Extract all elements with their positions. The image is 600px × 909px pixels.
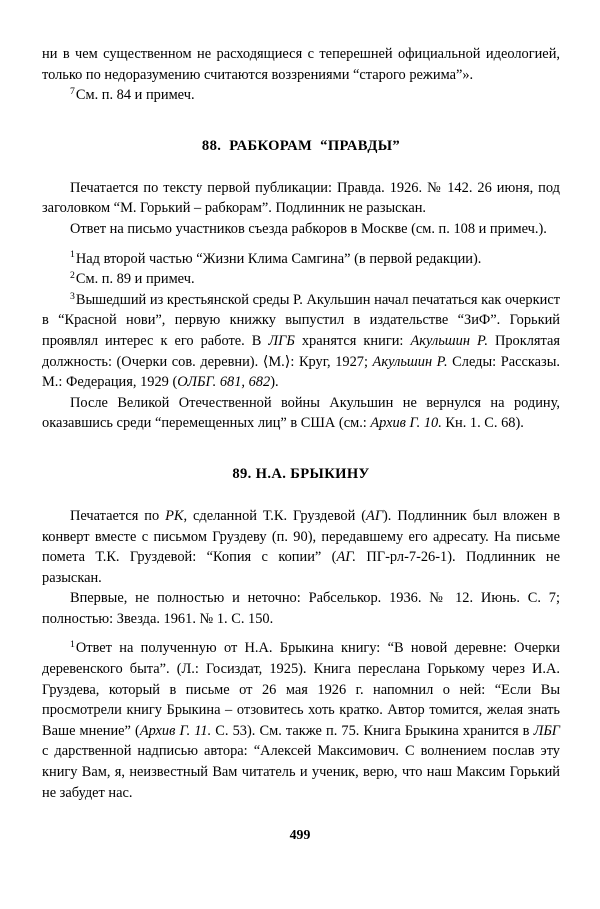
spacer [42,240,560,249]
footnote-body [42,640,560,800]
text-run: с дарственной надписью автора: “Алексей Максимович. С волнением послав эту книгу Вам, я, неизвестный Вам читатель и ученик, верю, что наш Максим Горький не забудет нас. [42,743,560,801]
section-89-paragraph-1 [42,506,560,588]
footnote-carryover-7 [42,85,560,106]
text-run: С. 53). См. также п. 75. Книга Брыкина хранится в [211,722,534,739]
continued-paragraph: ни в чем существенном не расходящиеся с теперешней официальной идеологией, только по недоразумению считаются воззрениями “старого режима”». [42,46,560,83]
section-89-note-1 [42,638,560,803]
italic-run: Акульшин Р. [410,332,488,349]
section-88-paragraph-2: Ответ на письмо участников съезда рабкоров в Москве (см. п. 108 и примеч.). [70,220,547,237]
text-run: См. п. 89 и примеч. [75,271,195,288]
italic-run: АГ [366,507,384,524]
text-run: ). [270,374,279,391]
page-folio: 499 [289,827,311,842]
page-content [42,44,560,844]
spacer [42,434,560,464]
text-run: Вышедший из крестьянской среды Р. Акульшин начал печататься как очеркист в “Красной нови”, первую книжку выпустил в издательстве “ЗиФ”. Горький проявлял интерес к его работе. В [42,291,560,349]
text-run: Кн. 1. С. 68). [441,415,524,432]
footnote-marker: 3 [70,290,75,302]
text-run: , сделанной Т.К. Груздевой ( [183,507,367,524]
italic-run: ЛГБ [268,332,295,349]
text-run: ). Подлинник был вложен в конверт вместе с письмом Груздеву (п. 90), передавшему его адресату. На письме помета Т.К. Груздевой: “Копия с копии” ( [42,507,560,566]
italic-run: РК [165,507,184,524]
footnote-marker: 1 [70,639,75,651]
footnote-marker: 7 [70,86,75,98]
footnote-text: См. п. 84 и примеч. [75,87,195,104]
section-heading-88: 88. РАБКОРАМ “ПРАВДЫ” [201,137,401,154]
italic-run: ЛБГ [533,722,560,739]
section-88-note-1 [42,249,560,270]
section-88-note-3 [42,290,560,393]
spacer [42,484,560,506]
section-89-paragraph-2 [42,588,560,629]
text-run: После Великой Отечественной войны Акульшин не вернулся на родину, оказавшись среди “перемещенных лиц” в США (см.: [42,394,560,432]
section-88-closing-paragraph [42,393,560,434]
text-run: Проклятая должность: (Очерки сов. деревни). ⟨М.⟩: Круг, 1927; [42,332,561,370]
text-run: Следы: Рассказы. М.: Федерация, 1929 ( [42,353,560,391]
text-run: Печатается по [70,507,166,524]
spacer [42,629,560,638]
footnote-marker: 2 [70,270,75,282]
italic-run: АГ. [336,549,356,566]
text-run: ПГ-рл-7-26-1). Подлинник не разыскан. [42,549,560,586]
footnote-body [76,251,482,267]
section-88-paragraph-1: Печатается по тексту первой публикации: Правда. 1926. № 142. 26 июня, под заголовком “М. Горький – рабкорам”. Подлинник не разыскан. [42,179,560,217]
section-heading-89: 89. Н.А. БРЫКИНУ [232,465,370,482]
text-run: Над второй частью “Жизни Клима Самгина” (в первой редакции). [75,250,482,267]
italic-run: Акульшин Р. [372,353,448,370]
footnote-body [76,271,195,287]
spacer [42,156,560,178]
spacer [42,106,560,136]
italic-run: ОЛБГ. 681, 682 [177,374,271,391]
footnote-body [42,292,560,390]
italic-run: Архив Г. 10. [370,415,442,432]
section-88-note-2 [42,269,560,290]
italic-run: Архив Г. 11. [139,722,212,739]
footnote-marker: 1 [70,249,75,261]
text-run: хранятся книги: [294,332,411,349]
text-run: Ответ на полученную от Н.А. Брыкина книгу: “В новой деревне: Очерки деревенского быта”. (Л.: Госиздат, 1925). Книга переслана Горькому через И.А. Груздева, который в письме от 26 мая 1926 г. напомнил о ней: “Если Вы просмотрели книгу Брыкина – отзовитесь хоть кратко. Автор томится, желая знать Ваше мнение” ( [42,640,560,739]
text-run: Впервые, не полностью и неточно: Рабселькор. 1936. № 12. Июнь. С. 7; полностью: Звезда. 1961. № 1. С. 150. [42,590,560,627]
